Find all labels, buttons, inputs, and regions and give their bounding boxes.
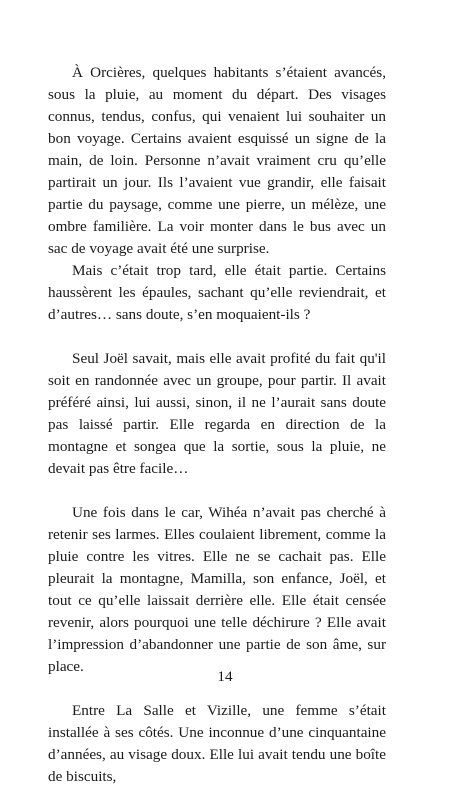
paragraph-too-late: Mais c’était trop tard, elle était partie. Certains haussèrent les épaules, sachant qu’elle reviendrait, et d’autres… sans doute, s’en moquaient-ils ? — [48, 262, 386, 323]
paragraph-orcieres-departure: À Orcières, quelques habitants s’étaient avancés, sous la pluie, au moment du départ. Des visages connus, tendus, confus, qui venaient lui souhaiter un bon voyage. Certains avaient esquissé un signe de la main, de loin. Personne n’avait vraiment cru qu’elle partirait un jour. Ils l’avaient vue grandir, elle faisait partie du paysage, comme une pierre, un mélèze, une ombre familière. La voir monter dans le bus avec un sac de voyage avait été une surprise. — [48, 64, 386, 257]
paragraph-stranger: Entre La Salle et Vizille, une femme s’était installée à ses côtés. Une inconnue d’une cinquantaine d’années, au visage doux. Elle lui avait tendu une boîte de biscuits, — [48, 702, 386, 785]
page-number: 14 — [217, 668, 233, 685]
paragraph-joel: Seul Joël savait, mais elle avait profité du fait qu'il soit en randonnée avec un groupe, pour partir. Il avait préféré ainsi, lui aussi, sinon, il ne l’aurait sans doute pas laissé partir. Elle regarda en direction de la montagne et songea que la sortie, sous la pluie, ne devait pas être facile… — [48, 350, 386, 477]
paragraph-in-the-bus: Une fois dans le car, Wihéa n’avait pas cherché à retenir ses larmes. Elles coulaient librement, comme la pluie contre les vitres. Elle ne se cachait pas. Elle pleurait la montagne, Mamilla, son enfance, Joël, et tout ce qu’elle laissait derrière elle. Elle était censée revenir, alors pourquoi une telle déchirure ? Elle avait l’impression d’abandonner une partie de son âme, sur place. — [48, 504, 386, 675]
